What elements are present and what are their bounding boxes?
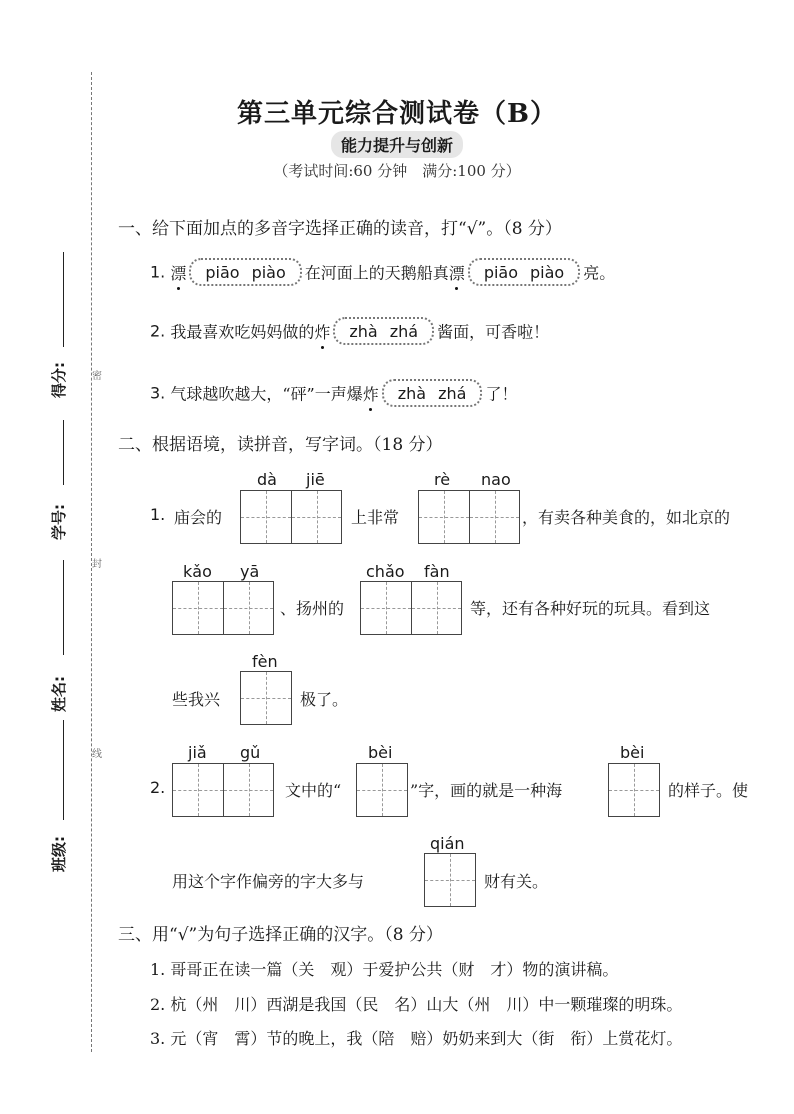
tianzige-chaofan[interactable] (360, 581, 462, 635)
text: 些我兴 (172, 690, 221, 709)
tianzige-renao[interactable] (418, 490, 520, 544)
score-fill-line[interactable] (63, 252, 64, 347)
pinyin: chǎo (366, 562, 405, 581)
text: 的样子。使 (668, 781, 749, 800)
s1-q3-choice[interactable]: zhà zhá (382, 379, 483, 407)
dotted-char: 炸 (363, 382, 379, 405)
s1-q2: 2. 我最喜欢吃妈妈做的炸 zhà zhá 酱面，可香啦！ (150, 317, 549, 345)
text: 上非常 (351, 508, 400, 527)
text: 庙会的 (174, 508, 223, 527)
pinyin: bèi (620, 743, 645, 762)
text: 文中的“ (285, 781, 342, 800)
section1-heading: 一、给下面加点的多音字选择正确的读音，打“√”。（8 分） (118, 219, 562, 239)
seal-char-xian: 线 (92, 749, 102, 760)
tianzige-bei-1[interactable] (356, 763, 408, 817)
tianzige-bei-2[interactable] (608, 763, 660, 817)
text: 等，还有各种好玩的玩具。看到这 (470, 599, 711, 618)
pinyin: qián (430, 834, 465, 853)
id-fill-line-top[interactable] (63, 420, 64, 485)
text: ，有卖各种美食的，如北京的 (522, 508, 731, 527)
s2-q2-num: 2. (150, 778, 166, 797)
text: 极了。 (300, 690, 349, 709)
tianzige-qian[interactable] (424, 853, 476, 907)
s1-q1-choice-1[interactable]: piāo piào (189, 258, 301, 286)
pinyin: rè (434, 470, 451, 489)
class-label: 班级: (50, 836, 68, 872)
text: 财有关。 (484, 872, 549, 891)
dotted-char: 炸 (314, 320, 330, 343)
pinyin: kǎo (183, 562, 212, 581)
s1-q1: 1. 漂 piāo piào 在河面上的天鹅船真漂 piāo piào 亮。 (150, 258, 615, 286)
pinyin: fèn (252, 652, 278, 671)
subtitle-wrap (0, 131, 794, 158)
name-label: 姓名: (50, 676, 68, 712)
pinyin: jiē (306, 470, 325, 489)
s1-q2-choice[interactable]: zhà zhá (333, 317, 434, 345)
pinyin: yā (240, 562, 260, 581)
pinyin: nao (481, 470, 511, 489)
pinyin: dà (257, 470, 277, 489)
s3-line-2[interactable]: 2. 杭（州 川）西湖是我国（民 名）山大（州 川）中一颗璀璨的明珠。 (150, 995, 683, 1014)
name-fill-line[interactable] (63, 720, 64, 820)
page-title: 第三单元综合测试卷（B） (237, 99, 557, 129)
text: 用这个字作偏旁的字大多与 (172, 872, 365, 891)
section3-heading: 三、用“√”为句子选择正确的汉字。（8 分） (118, 925, 443, 945)
id-label: 学号: (50, 504, 68, 540)
text: ”字，画的就是一种海 (410, 781, 563, 800)
dotted-char: 漂 (170, 261, 186, 284)
tianzige-fen[interactable] (240, 671, 292, 725)
s1-q1-choice-2[interactable]: piāo piào (468, 258, 580, 286)
s2-q1-num: 1. (150, 505, 166, 524)
tianzige-jiagu[interactable] (172, 763, 274, 817)
s3-line-1[interactable]: 1. 哥哥正在读一篇（关 观）于爱护公共（财 才）物的演讲稿。 (150, 960, 619, 979)
seal-char-feng: 封 (92, 559, 102, 570)
dotted-char: 漂 (449, 261, 465, 284)
page-subtitle: 能力提升与创新 (331, 131, 463, 158)
tianzige-kaoya[interactable] (172, 581, 274, 635)
text: 、扬州的 (280, 599, 345, 618)
s3-line-3[interactable]: 3. 元（宵 霄）节的晚上，我（陪 赔）奶奶来到大（街 衔）上赏花灯。 (150, 1029, 683, 1048)
s1-q3: 3. 气球越吹越大，“砰”一声爆炸 zhà zhá 了！ (150, 379, 517, 407)
pinyin: fàn (424, 562, 450, 581)
score-label: 得分: (50, 362, 68, 398)
pinyin: gǔ (240, 743, 261, 762)
pinyin: jiǎ (188, 743, 207, 762)
pinyin: bèi (368, 743, 393, 762)
exam-info: （考试时间:60 分钟 满分:100 分） (273, 162, 521, 180)
tianzige-dajie[interactable] (240, 490, 342, 544)
section2-heading: 二、根据语境，读拼音，写字词。（18 分） (118, 435, 443, 455)
id-fill-line[interactable] (63, 560, 64, 655)
seal-char-mi: 密 (92, 371, 102, 382)
